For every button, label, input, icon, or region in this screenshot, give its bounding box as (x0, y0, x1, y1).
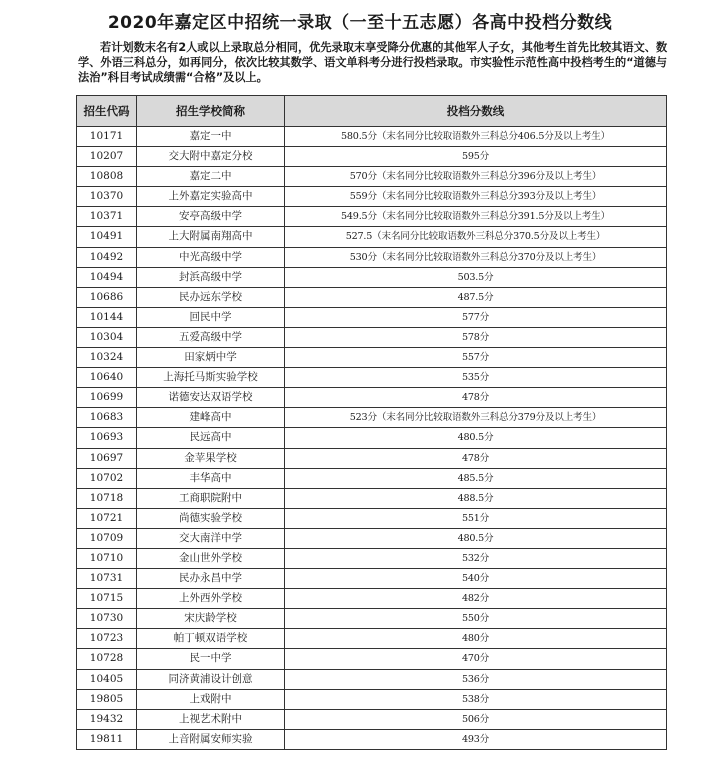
score-line-cell: 478分 (285, 448, 667, 468)
table-row (77, 468, 667, 488)
score-line-cell: 535分 (285, 368, 667, 388)
table-row (77, 287, 667, 307)
score-line-cell: 532分 (285, 548, 667, 568)
school-code-cell: 10492 (77, 247, 137, 267)
score-line-cell: 485.5分 (285, 468, 667, 488)
school-code-cell: 10371 (77, 207, 137, 227)
table-row (77, 569, 667, 589)
score-line-cell: 551分 (285, 508, 667, 528)
school-name-cell: 封浜高级中学 (137, 267, 285, 287)
table-row (77, 488, 667, 508)
school-name-cell: 帕丁顿双语学校 (137, 629, 285, 649)
school-name-cell: 上外嘉定实验高中 (137, 187, 285, 207)
score-line-cell: 487.5分 (285, 287, 667, 307)
school-code-cell: 10494 (77, 267, 137, 287)
table-row (77, 227, 667, 247)
school-name-cell: 建峰高中 (137, 408, 285, 428)
school-name-cell: 交大附中嘉定分校 (137, 147, 285, 167)
school-name-cell: 同济黄浦设计创意 (137, 669, 285, 689)
school-name-cell: 上戏附中 (137, 689, 285, 709)
table-row (77, 267, 667, 287)
table-row (77, 428, 667, 448)
school-code-cell: 10721 (77, 508, 137, 528)
table-row (77, 709, 667, 729)
table-row (77, 388, 667, 408)
table-row (77, 528, 667, 548)
table-row (77, 649, 667, 669)
table-row (77, 207, 667, 227)
score-line-cell: 488.5分 (285, 488, 667, 508)
table-row (77, 609, 667, 629)
school-code-cell: 10699 (77, 388, 137, 408)
score-line-cell: 478分 (285, 388, 667, 408)
school-name-cell: 金苹果学校 (137, 448, 285, 468)
score-line-cell: 480分 (285, 629, 667, 649)
school-name-cell: 民远高中 (137, 428, 285, 448)
header-school: 招生学校简称 (137, 96, 285, 127)
school-code-cell: 10808 (77, 167, 137, 187)
school-name-cell: 上音附属安师实验 (137, 729, 285, 749)
school-code-cell: 19811 (77, 729, 137, 749)
score-line-cell: 480.5分 (285, 428, 667, 448)
school-code-cell: 10697 (77, 448, 137, 468)
school-code-cell: 10491 (77, 227, 137, 247)
school-name-cell: 五爱高级中学 (137, 327, 285, 347)
school-code-cell: 10405 (77, 669, 137, 689)
header-score-line: 投档分数线 (285, 96, 667, 127)
school-name-cell: 嘉定一中 (137, 127, 285, 147)
table-row (77, 127, 667, 147)
table-row (77, 729, 667, 749)
school-code-cell: 10171 (77, 127, 137, 147)
score-line-cell: 578分 (285, 327, 667, 347)
table-row (77, 669, 667, 689)
table-row (77, 589, 667, 609)
score-table (76, 95, 667, 750)
table-row (77, 548, 667, 568)
school-name-cell: 上海托马斯实验学校 (137, 368, 285, 388)
school-name-cell: 安亭高级中学 (137, 207, 285, 227)
score-line-cell: 530分（末名同分比较取语数外三科总分370分及以上考生） (285, 247, 667, 267)
school-code-cell: 10370 (77, 187, 137, 207)
school-code-cell: 10686 (77, 287, 137, 307)
school-name-cell: 诺德安达双语学校 (137, 388, 285, 408)
school-name-cell: 中光高级中学 (137, 247, 285, 267)
table-row (77, 408, 667, 428)
admission-note: 若计划数末名有2人或以上录取总分相同，优先录取末享受降分优惠的其他军人子女，其他考生首先比较其语文、数学、外语三科总分，如再同分，依次比较其数学、语文单科考分进行投档录取。市实验性示范性高中投档考生的“道德与法治”科目考试成绩需“合格”及以上。 (78, 41, 668, 84)
score-line-cell: 480.5分 (285, 528, 667, 548)
page-title: 2020年嘉定区中招统一录取（一至十五志愿）各高中投档分数线 (107, 13, 613, 33)
score-line-cell: 493分 (285, 729, 667, 749)
school-name-cell: 交大南洋中学 (137, 528, 285, 548)
table-row (77, 147, 667, 167)
school-code-cell: 10710 (77, 548, 137, 568)
score-line-cell: 536分 (285, 669, 667, 689)
score-line-cell: 549.5分（末名同分比较取语数外三科总分391.5分及以上考生） (285, 207, 667, 227)
table-row (77, 327, 667, 347)
school-name-cell: 民办远东学校 (137, 287, 285, 307)
school-code-cell: 19432 (77, 709, 137, 729)
school-name-cell: 民一中学 (137, 649, 285, 669)
table-row (77, 689, 667, 709)
table-row (77, 448, 667, 468)
school-name-cell: 丰华高中 (137, 468, 285, 488)
school-name-cell: 工商职院附中 (137, 488, 285, 508)
school-code-cell: 10304 (77, 327, 137, 347)
score-line-cell: 595分 (285, 147, 667, 167)
school-code-cell: 10723 (77, 629, 137, 649)
table-row (77, 167, 667, 187)
school-name-cell: 回民中学 (137, 307, 285, 327)
school-code-cell: 10324 (77, 348, 137, 368)
score-line-cell: 577分 (285, 307, 667, 327)
school-code-cell: 10144 (77, 307, 137, 327)
table-row (77, 348, 667, 368)
school-code-cell: 10709 (77, 528, 137, 548)
table-row (77, 247, 667, 267)
school-code-cell: 10693 (77, 428, 137, 448)
school-name-cell: 上大附属南翔高中 (137, 227, 285, 247)
school-name-cell: 嘉定二中 (137, 167, 285, 187)
score-line-cell: 540分 (285, 569, 667, 589)
score-line-cell: 506分 (285, 709, 667, 729)
table-header-row (77, 96, 667, 127)
score-line-cell: 470分 (285, 649, 667, 669)
score-line-cell: 550分 (285, 609, 667, 629)
school-code-cell: 19805 (77, 689, 137, 709)
score-line-cell: 503.5分 (285, 267, 667, 287)
school-code-cell: 10640 (77, 368, 137, 388)
score-line-cell: 570分（末名同分比较取语数外三科总分396分及以上考生） (285, 167, 667, 187)
table-row (77, 187, 667, 207)
table-row (77, 508, 667, 528)
school-name-cell: 上外西外学校 (137, 589, 285, 609)
table-row (77, 368, 667, 388)
score-line-cell: 527.5（末名同分比较取语数外三科总分370.5分及以上考生） (285, 227, 667, 247)
table-row (77, 307, 667, 327)
school-name-cell: 尚德实验学校 (137, 508, 285, 528)
school-name-cell: 金山世外学校 (137, 548, 285, 568)
score-line-cell: 482分 (285, 589, 667, 609)
school-name-cell: 上视艺术附中 (137, 709, 285, 729)
school-name-cell: 宋庆龄学校 (137, 609, 285, 629)
school-code-cell: 10731 (77, 569, 137, 589)
school-code-cell: 10715 (77, 589, 137, 609)
school-name-cell: 田家炳中学 (137, 348, 285, 368)
score-line-cell: 580.5分（末名同分比较取语数外三科总分406.5分及以上考生） (285, 127, 667, 147)
school-code-cell: 10730 (77, 609, 137, 629)
score-line-cell: 559分（末名同分比较取语数外三科总分393分及以上考生） (285, 187, 667, 207)
school-name-cell: 民办永昌中学 (137, 569, 285, 589)
school-code-cell: 10702 (77, 468, 137, 488)
score-line-cell: 557分 (285, 348, 667, 368)
school-code-cell: 10718 (77, 488, 137, 508)
school-code-cell: 10207 (77, 147, 137, 167)
header-code: 招生代码 (77, 96, 137, 127)
school-code-cell: 10728 (77, 649, 137, 669)
score-line-cell: 538分 (285, 689, 667, 709)
school-code-cell: 10683 (77, 408, 137, 428)
score-line-cell: 523分（末名同分比较取语数外三科总分379分及以上考生） (285, 408, 667, 428)
table-row (77, 629, 667, 649)
